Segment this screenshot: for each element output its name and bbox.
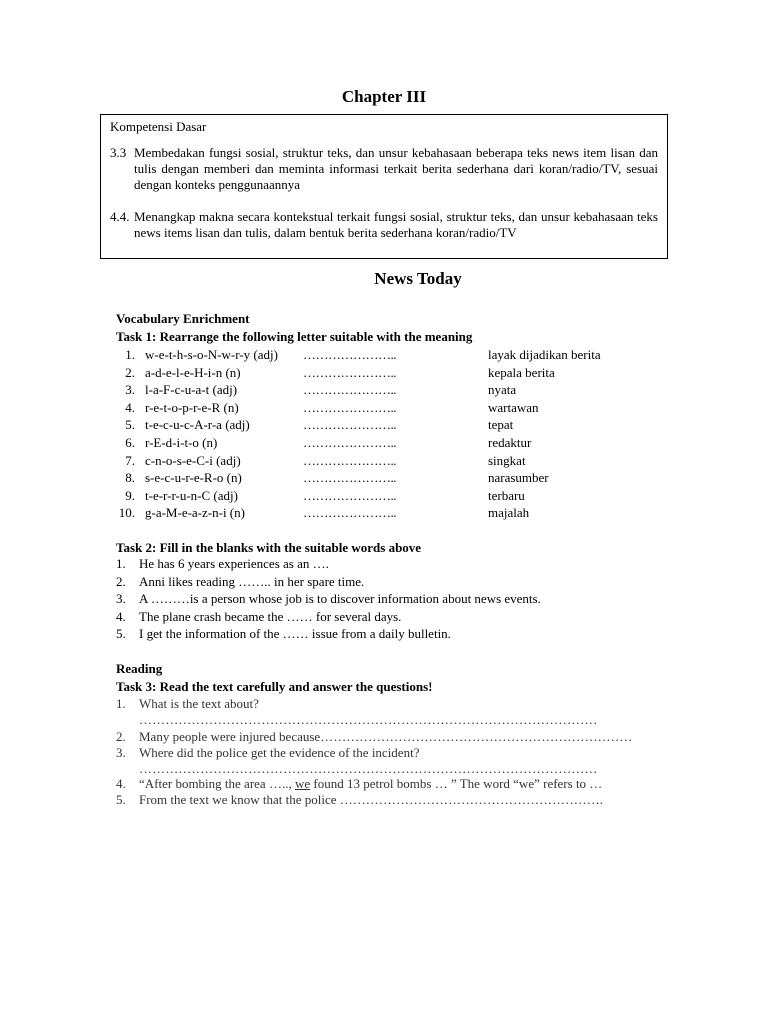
- kompetensi-item: [110, 145, 658, 193]
- kompetensi-dasar-box: [100, 114, 668, 259]
- question-text: Where did the police get the evidence of the incident?: [139, 745, 420, 760]
- item-number: 5.: [116, 626, 126, 641]
- question-text: What is the text about?: [139, 696, 259, 711]
- task3-question: [116, 792, 603, 808]
- kompetensi-item-number: 3.3: [110, 145, 127, 160]
- task2-item: [116, 556, 329, 572]
- question-number: 4.: [116, 776, 126, 791]
- kompetensi-item-text: Membedakan fungsi sosial, struktur teks, dan unsur kebahasaan beberapa teks news item lisan dan tulis dengan memberi dan meminta informasi terkait berita sederhana dari koran/radio/TV, sesuai dengan konteks penggunaannya: [134, 145, 658, 192]
- item-number: 1.: [116, 556, 126, 571]
- word-meaning: nyata: [488, 382, 517, 398]
- row-number: 9.: [125, 487, 135, 503]
- row-number: 8.: [125, 470, 135, 486]
- scrambled-word: t-e-c-u-c-A-r-a (adj): [145, 417, 250, 433]
- row-number: 6.: [125, 435, 135, 450]
- question-text-after: found 13 petrol bombs … ” The word “we” refers to …: [310, 776, 603, 791]
- item-number: 4.: [116, 608, 126, 624]
- scrambled-word: w-e-t-h-s-o-N-w-r-y (adj): [145, 347, 278, 362]
- task3-question: [116, 729, 632, 745]
- task3-title: Task 3: Read the text carefully and answer the questions!: [116, 679, 433, 694]
- word-meaning: redaktur: [488, 435, 532, 450]
- answer-blank[interactable]: …………………..: [303, 505, 396, 521]
- kompetensi-item: [110, 209, 658, 241]
- answer-blank[interactable]: …………………..: [303, 382, 396, 398]
- scrambled-word: r-E-d-i-t-o (n): [145, 435, 218, 450]
- task2-item: [116, 609, 401, 625]
- word-meaning: layak dijadikan berita: [488, 347, 601, 362]
- question-text: From the text we know that the police …………………………………………………….: [139, 792, 603, 807]
- item-text: Anni likes reading …….. in her spare time.: [139, 573, 365, 589]
- item-number: 3.: [116, 591, 126, 606]
- row-number: 1.: [125, 347, 135, 362]
- item-text: I get the information of the …… issue from a daily bulletin.: [139, 626, 451, 641]
- task2-title: Task 2: Fill in the blanks with the suitable words above: [116, 540, 422, 555]
- answer-blank[interactable]: …………………..: [303, 364, 396, 380]
- word-meaning: wartawan: [488, 399, 539, 415]
- scrambled-word: c-n-o-s-e-C-i (adj): [145, 452, 241, 468]
- task2-item: [116, 591, 541, 607]
- task1-title: Task 1: Rearrange the following letter suitable with the meaning: [116, 329, 473, 344]
- word-meaning: majalah: [488, 505, 530, 521]
- task1-row: [116, 364, 676, 381]
- row-number: 2.: [125, 364, 135, 380]
- task1-row: [116, 469, 676, 486]
- scrambled-word: r-e-t-o-p-r-e-R (n): [145, 399, 239, 415]
- question-text: Many people were injured because………………………………………………………………: [139, 729, 633, 744]
- task1-row: [116, 434, 676, 451]
- answer-line[interactable]: ……………………………………………………………………………………………: [139, 761, 598, 776]
- chapter-title: Chapter III: [341, 87, 427, 106]
- kompetensi-item-text: Menangkap makna secara kontekstual terkait fungsi sosial, struktur teks, dan unsur kebahasaan teks news items lisan dan tulis, dalam bentuk berita sederhana koran/radio/TV: [134, 209, 658, 240]
- answer-blank[interactable]: …………………..: [303, 470, 396, 486]
- task3-question: [116, 696, 259, 712]
- scrambled-word: a-d-e-l-e-H-i-n (n): [145, 364, 241, 380]
- row-number: 7.: [125, 452, 135, 468]
- word-meaning: terbaru: [488, 487, 525, 503]
- item-text: A ………is a person whose job is to discover information about news events.: [139, 591, 541, 606]
- word-meaning: kepala berita: [488, 364, 555, 380]
- question-number: 3.: [116, 745, 126, 760]
- task1-row: [116, 346, 676, 363]
- item-number: 2.: [116, 573, 126, 589]
- answer-blank[interactable]: …………………..: [303, 452, 396, 468]
- question-number: 2.: [116, 729, 126, 744]
- word-meaning: singkat: [488, 452, 526, 468]
- answer-blank[interactable]: …………………..: [303, 399, 396, 415]
- answer-blank[interactable]: …………………..: [303, 487, 396, 503]
- task3-question: [116, 776, 602, 792]
- word-meaning: narasumber: [488, 470, 549, 486]
- task1-row: [116, 504, 676, 521]
- question-number: 5.: [116, 792, 126, 807]
- answer-blank[interactable]: …………………..: [303, 417, 396, 433]
- row-number: 3.: [125, 382, 135, 398]
- row-number: 10.: [118, 505, 135, 521]
- question-text-before: “After bombing the area …..,: [139, 776, 295, 791]
- answer-blank[interactable]: …………………..: [303, 435, 396, 450]
- scrambled-word: l-a-F-c-u-a-t (adj): [145, 382, 238, 398]
- row-number: 4.: [125, 399, 135, 415]
- question-number: 1.: [116, 696, 126, 711]
- task2-item: [116, 626, 451, 642]
- answer-blank[interactable]: …………………..: [303, 347, 396, 362]
- section-title: News Today: [374, 269, 462, 288]
- underlined-word: we: [294, 776, 311, 791]
- task1-row: [116, 381, 676, 398]
- item-text: The plane crash became the …… for several days.: [139, 608, 402, 624]
- kompetensi-item-number: 4.4.: [110, 209, 130, 224]
- reading-heading: Reading: [116, 661, 163, 676]
- row-number: 5.: [125, 417, 135, 433]
- task1-row: [116, 399, 676, 416]
- task1-row: [116, 416, 676, 433]
- task2-item: [116, 574, 364, 590]
- item-text: He has 6 years experiences as an ….: [139, 556, 329, 571]
- kompetensi-label: Kompetensi Dasar: [110, 119, 207, 134]
- task1-row: [116, 452, 676, 469]
- scrambled-word: t-e-r-r-u-n-C (adj): [145, 487, 238, 503]
- vocabulary-heading: Vocabulary Enrichment: [116, 311, 250, 326]
- task3-question: [116, 745, 419, 761]
- task1-row: [116, 487, 676, 504]
- scrambled-word: g-a-M-e-a-z-n-i (n): [145, 505, 245, 521]
- scrambled-word: s-e-c-u-r-e-R-o (n): [145, 470, 242, 486]
- word-meaning: tepat: [488, 417, 514, 433]
- answer-line[interactable]: ……………………………………………………………………………………………: [139, 712, 598, 727]
